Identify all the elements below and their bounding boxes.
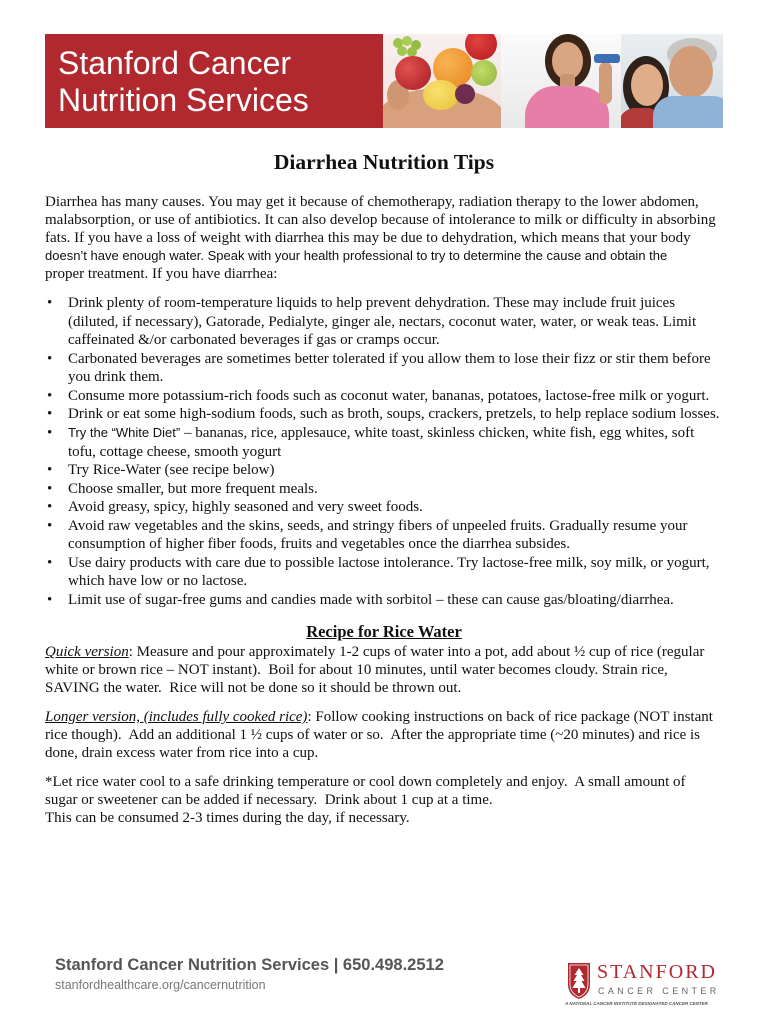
intro-line: Diarrhea has many causes. You may get it because of chemotherapy, radiation therapy to the lower abdomen, [45,194,699,210]
tips-list [68,294,720,610]
tip-line: • Carbonated beverages are sometimes better tolerated if you allow them to lose their fizz or stir them before [68,350,711,367]
longer-version-section [45,708,713,762]
note-line: sugar or sweetener can be added if necessary. Drink about 1 cup at a time. [45,792,493,808]
tip-item [68,387,720,406]
intro-line: malabsorption, or use of antibiotics. It can also develop because of intolerance to milk or difficulty in absorbing [45,212,716,228]
plum [455,84,475,104]
lemon [423,80,459,110]
recipe-line: SAVING the water. Rice will not be done so it should be thrown out. [45,680,462,696]
recipe-line-text: : Follow cooking instructions on back of rice package (NOT instant [307,709,713,725]
header-banner [45,34,723,128]
intro-line: doesn’t have enough water. Speak with your health professional to try to determine the cause and obtain the [45,248,668,263]
tip-item [68,405,720,424]
footer-contact: Stanford Cancer Nutrition Services | 650.498.2512 [55,956,444,974]
red-apple [395,56,431,90]
tip-line: • Try Rice-Water (see recipe below) [68,462,275,479]
recipe-note [45,773,686,827]
man-shirt [653,96,723,128]
tip-item [68,498,720,517]
intro-line: fats. If you have a loss of weight with diarrhea this may be due to dehydration, which means that your body [45,230,691,246]
logo-wordmark: STANFORD [597,961,717,983]
quick-version-section [45,643,704,697]
recipe-heading: Recipe for Rice Water [306,622,462,641]
recipe-line: done, drain excess water from rice into a cup. [45,745,319,761]
tip-item [68,350,720,387]
note-line: *Let rice water cool to a safe drinking temperature or cool down completely and enjoy. A small amount of [45,774,686,790]
quick-version-label: Quick version [45,644,129,660]
tree-shield-icon [567,962,591,1000]
banner-title-line: Stanford Cancer [58,45,292,81]
tip-line: • Drink or eat some high-sodium foods, such as broth, soups, crackers, pretzels, to help replace sodium losses. [68,406,720,423]
intro-paragraph [45,193,716,283]
tip-line: (diluted, if necessary), Gatorade, Pedialyte, ginger ale, nectars, coconut water, water, or weak teas. Limit [68,313,697,330]
tip-line: • Choose smaller, but more frequent meals. [68,480,318,497]
tip-line: • Limit use of sugar-free gums and candies made with sorbitol – these can cause gas/bloating/diarrhea. [68,592,674,608]
tip-line: • Drink plenty of room-temperature liquids to help prevent dehydration. These may include fruit juices [68,295,676,311]
man-face [669,46,713,98]
red-pepper [465,34,497,60]
recipe-line-text: : Measure and pour approximately 1-2 cups of water into a pot, add about ½ cup of rice (regular [128,644,705,660]
woman-with-dumbbell-photo [501,34,621,128]
page-title: Diarrhea Nutrition Tips [273,150,495,174]
longer-version-label: Longer version, (includes fully cooked rice) [45,709,308,725]
grape [397,46,407,56]
tip-line: • Avoid greasy, spicy, highly seasoned and very sweet foods. [68,499,423,516]
intro-line: proper treatment. If you have diarrhea: [45,266,278,282]
tip-item [68,480,720,499]
recipe-line [45,708,713,726]
pink-top [525,86,609,128]
older-couple-photo [621,34,723,128]
hands-holding-fruit-photo [383,34,501,128]
woman-face [631,64,663,106]
tip-line: you drink them. [68,369,164,386]
tip-item [68,424,720,461]
recipe-line: white or brown rice – NOT instant). Boil for about 10 minutes, until water becomes cloudy. Strain rice, [45,662,668,678]
tip-line: tofu, cottage cheese, smooth yogurt [68,443,282,460]
tip-line-text: – bananas, rice, applesauce, white toast, skinless chicken, white fish, egg whites, soft [180,424,695,441]
banner-brand-panel [45,34,383,128]
tip-line: • Use dairy products with care due to possible lactose intolerance. Try lactose-free milk, soy milk, or yogurt, [68,554,710,571]
tip-item [68,461,720,480]
tip-item [68,591,720,610]
logo-tagline: A NATIONAL CANCER INSTITUTE DESIGNATED CANCER CENTER [565,1001,708,1006]
tip-item [68,517,720,554]
tip-line [68,424,720,443]
tip-item [68,294,720,350]
tip-line: caffeinated &/or carbonated beverages if gas or cramps occur. [68,332,440,349]
tip-line: • Consume more potassium-rich foods such as coconut water, bananas, potatoes, lactose-free milk or yogurt. [68,387,710,404]
tip-line: • Avoid raw vegetables and the skins, seeds, and stringy fibers of unpeeled fruits. Gradually resume your [68,517,688,534]
white-diet-label: Try the “White Diet” [68,424,181,440]
tip-item [68,554,720,591]
logo-subtitle: CANCER CENTER [598,986,720,996]
banner-title-line: Nutrition Services [58,82,309,118]
green-apple [471,60,497,86]
recipe-line [45,643,704,661]
dumbbell [594,54,620,63]
woman-arm [599,62,612,104]
tip-line: which have low or no lactose. [68,573,248,590]
banner-photos [383,34,723,128]
note-line: This can be consumed 2-3 times during the day, if necessary. [45,810,410,826]
recipe-line: rice though). Add an additional 1 ½ cups of water or so. After the appropriate time (~20 minutes) and rice is [45,727,701,743]
banner-title [58,45,309,119]
tip-line: consumption of higher fiber foods, fruits and vegetables once the diarrhea subsides. [68,536,570,553]
footer-url: stanfordhealthcare.org/cancernutrition [55,978,266,992]
